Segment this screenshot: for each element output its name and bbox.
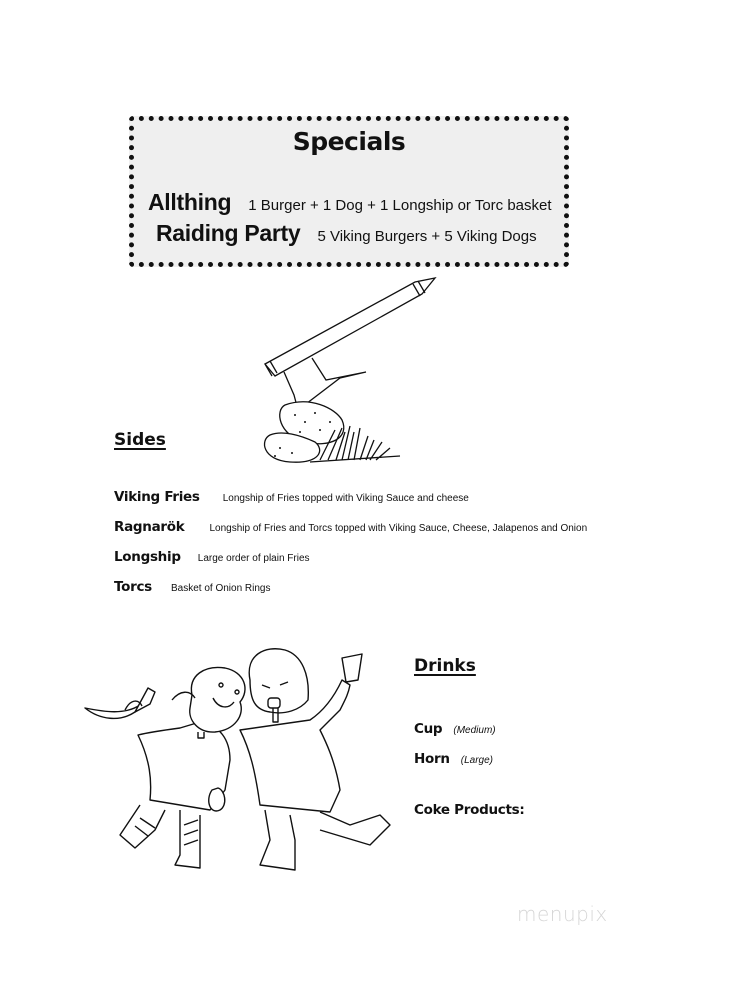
item-name: Viking Fries xyxy=(114,489,200,505)
axe-illustration-icon xyxy=(250,270,450,470)
item-name: Longship xyxy=(114,549,181,565)
special-name: Raiding Party xyxy=(156,220,301,246)
menupix-watermark: menupix xyxy=(517,902,608,926)
sides-heading: Sides xyxy=(114,430,166,450)
drink-size-note: (Large) xyxy=(460,755,493,766)
drink-size-note: (Medium) xyxy=(453,725,496,736)
special-description: 1 Burger + 1 Dog + 1 Longship or Torc basket xyxy=(248,197,552,214)
item-description: Large order of plain Fries xyxy=(197,553,310,564)
item-description: Basket of Onion Rings xyxy=(170,583,271,594)
specials-box xyxy=(129,116,569,267)
side-item-viking-fries xyxy=(114,486,469,505)
drink-item-horn xyxy=(414,748,493,767)
item-description: Longship of Fries and Torcs topped with Viking Sauce, Cheese, Jalapenos and Onion xyxy=(209,523,588,534)
drink-name: Horn xyxy=(414,751,450,767)
item-name: Ragnarök xyxy=(114,519,185,535)
special-name: Allthing xyxy=(148,189,232,215)
item-description: Longship of Fries topped with Viking Sauce and cheese xyxy=(222,493,469,504)
special-description: 5 Viking Burgers + 5 Viking Dogs xyxy=(317,228,537,245)
vikings-illustration-icon xyxy=(80,640,400,880)
coke-products-label: Coke Products: xyxy=(414,802,525,818)
specials-title: Specials xyxy=(292,127,406,156)
special-raiding-party xyxy=(156,220,537,247)
item-name: Torcs xyxy=(114,579,152,595)
drinks-heading: Drinks xyxy=(414,656,476,676)
side-item-longship xyxy=(114,546,310,565)
side-item-torcs xyxy=(114,576,270,595)
special-allthing xyxy=(148,189,552,216)
side-item-ragnarok xyxy=(114,516,587,535)
drink-name: Cup xyxy=(414,721,443,737)
drink-item-cup xyxy=(414,718,496,737)
